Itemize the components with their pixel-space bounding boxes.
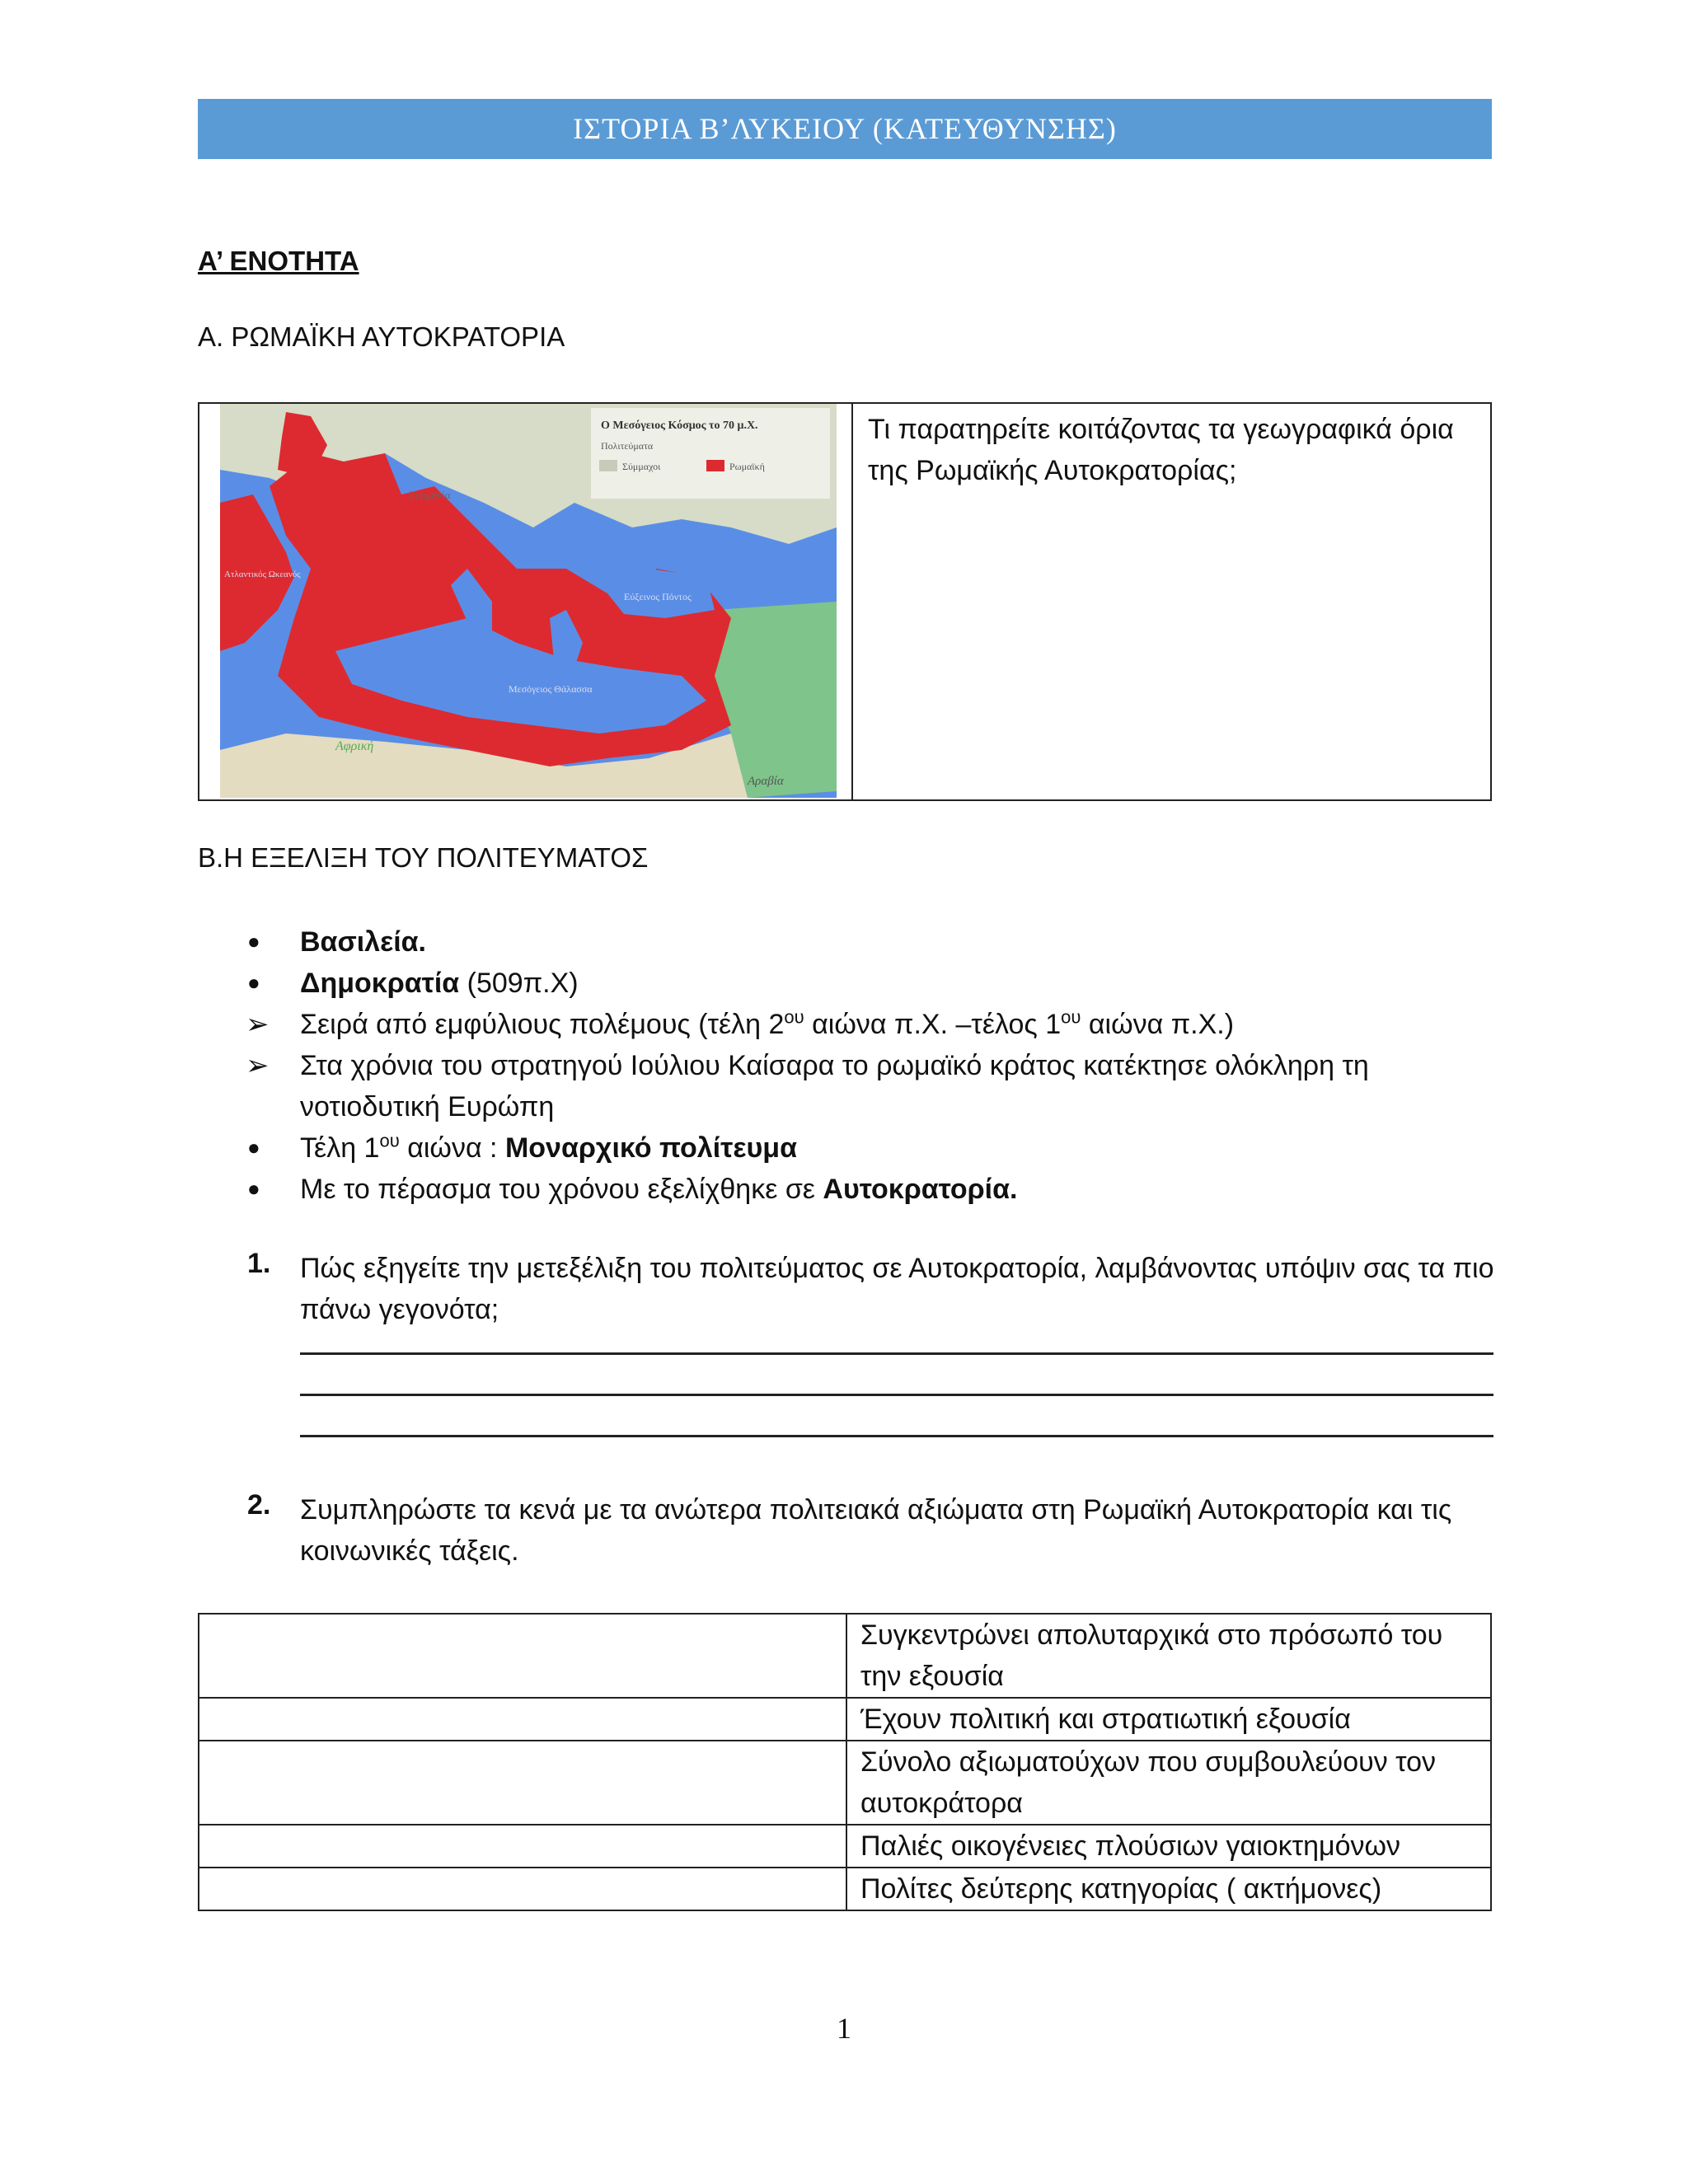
part-b-heading: Β.Η ΕΞΕΛΙΞΗ ΤΟΥ ΠΟΛΙΤΕΥΜΑΤΟΣ	[198, 842, 649, 873]
table-row	[199, 1825, 1491, 1868]
legend-heading: Πολιτεύματα	[601, 440, 654, 452]
question-2-number: 2.	[247, 1489, 271, 1521]
description-cell: Έχουν πολιτική και στρατιωτική εξουσία	[846, 1698, 1491, 1741]
page-number: 1	[837, 2012, 851, 2045]
blank-cell[interactable]	[199, 1868, 846, 1910]
description-cell: Πολίτες δεύτερης κατηγορίας ( ακτήμονες)	[846, 1868, 1491, 1910]
legend-label-allies: Σύμμαχοι	[622, 461, 661, 472]
table-row	[199, 1698, 1491, 1741]
question-1-number: 1.	[247, 1248, 271, 1279]
description-cell: Σύνολο αξιωματούχων που συμβουλεύουν τον αυτοκράτορα	[846, 1741, 1491, 1825]
map-label-black-sea: Εύξεινος Πόντος	[624, 591, 692, 602]
list-item: ● Τέλη $1^{o\upsilon}$ αιώνα : Μοναρχικό πολίτευμα	[247, 1127, 1500, 1169]
roman-empire-map	[220, 404, 837, 798]
list-item: ● Δημοκρατία (509π.Χ)	[247, 963, 1500, 1004]
document-header: ΙΣΤΟΡΙΑ Β’ΛΥΚΕΙΟΥ (ΚΑΤΕΥΘΥΝΣΗΣ)	[198, 99, 1492, 159]
part-a-heading: Α. ΡΩΜΑΪΚΗ ΑΥΤΟΚΡΑΤΟΡΙΑ	[198, 321, 565, 352]
map-label-mediterranean: Μεσόγειος Θάλασσα	[509, 683, 593, 695]
question-2-text: Συμπληρώστε τα κενά με τα ανώτερα πολιτειακά αξιώματα στη Ρωμαϊκή Αυτοκρατορία και τις κοινωνικές τάξεις.	[300, 1494, 1452, 1567]
answer-line[interactable]	[300, 1394, 1493, 1396]
legend-swatch-allies	[599, 460, 617, 471]
map-question-cell: Τι παρατηρείτε κοιτάζοντας τα γεωγραφικά όρια της Ρωμαϊκής Αυτοκρατορίας;	[868, 414, 1454, 486]
blank-cell[interactable]	[199, 1614, 846, 1698]
list-item: ● Με το πέρασμα του χρόνου εξελίχθηκε σε Αυτοκρατορία.	[247, 1169, 1500, 1210]
section-title: Α’ ΕΝΟΤΗΤΑ	[198, 246, 359, 276]
map-label-germania: Γερμανία	[410, 489, 451, 501]
blank-cell[interactable]	[199, 1825, 846, 1868]
map-question-table	[198, 402, 1492, 801]
list-item: ➢ Σειρά από εμφύλιους πολέμους (τέλη $2^{o\upsilon}$ αιώνα π.Χ. –τέλος $1^{o\upsilon}$ αιώνα π.Χ.)	[247, 1004, 1500, 1045]
evolution-list	[247, 921, 1500, 1210]
map-cell	[199, 404, 853, 799]
table-row	[199, 1868, 1491, 1910]
legend-label-roman: Ρωμαϊκή	[729, 461, 765, 472]
blank-cell[interactable]	[199, 1698, 846, 1741]
map-label-africa: Αφρική	[335, 739, 374, 753]
map-label-arabia: Αραβία	[748, 775, 784, 788]
fill-in-table	[198, 1613, 1492, 1911]
map-title: Ο Μεσόγειος Κόσμος το 70 μ.Χ.	[601, 419, 758, 432]
table-row	[199, 1741, 1491, 1825]
description-cell: Παλιές οικογένειες πλούσιων γαιοκτημόνων	[846, 1825, 1491, 1868]
list-item: ➢ Στα χρόνια του στρατηγού Ιούλιου Καίσαρα το ρωμαϊκό κράτος κατέκτησε ολόκληρη τη νοτιοδυτική Ευρώπη	[247, 1045, 1500, 1127]
answer-line[interactable]	[300, 1352, 1493, 1355]
question-1-text: Πώς εξηγείτε την μετεξέλιξη του πολιτεύματος σε Αυτοκρατορία, λαμβάνοντας υπόψιν σας τα πιο πάνω γεγονότα;	[300, 1253, 1494, 1325]
blank-cell[interactable]	[199, 1741, 846, 1825]
table-row	[199, 1614, 1491, 1698]
legend-swatch-roman	[706, 460, 724, 471]
answer-line[interactable]	[300, 1435, 1493, 1437]
map-label-atlantic: Ατλαντικός Ωκεανός	[224, 569, 301, 579]
description-cell: Συγκεντρώνει απολυταρχικά στο πρόσωπό του την εξουσία	[846, 1614, 1491, 1698]
list-item: ● Βασιλεία.	[247, 921, 1500, 963]
